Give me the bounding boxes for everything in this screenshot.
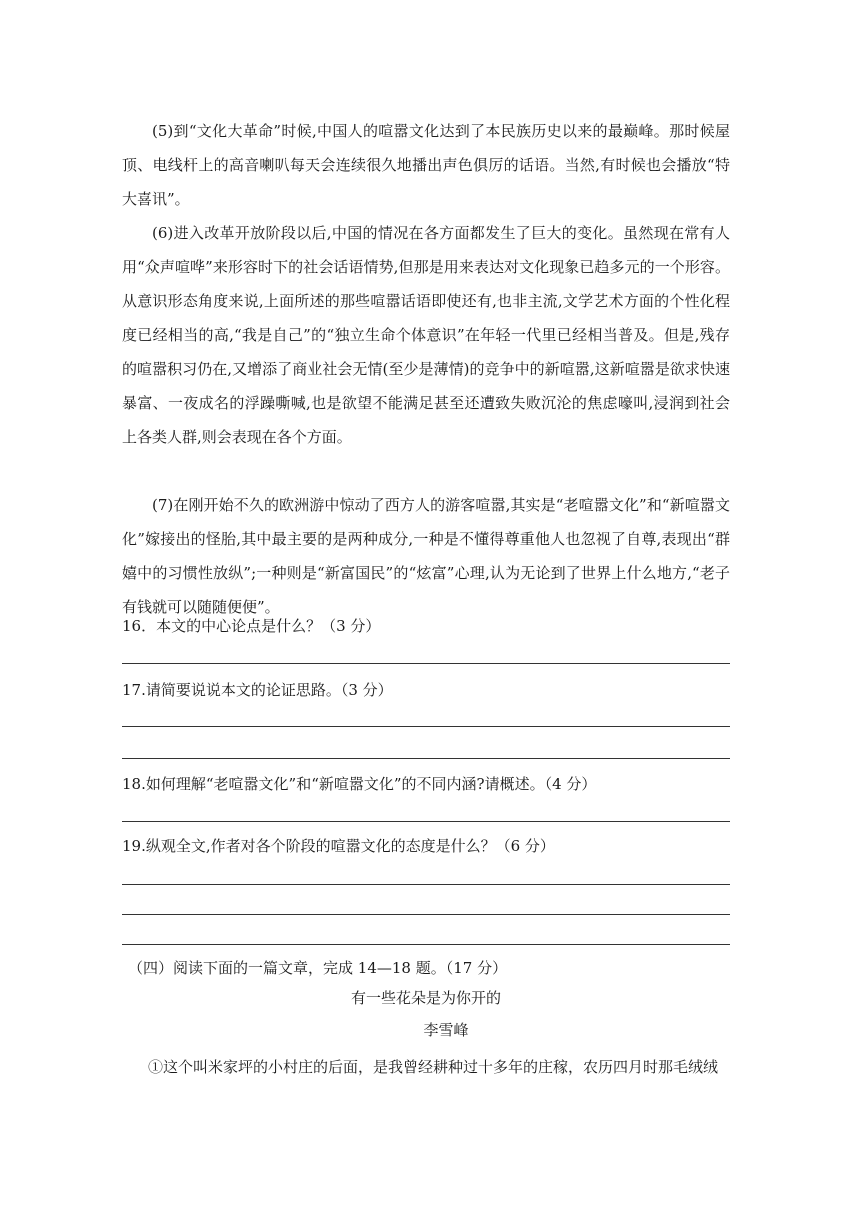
answer-line (122, 914, 730, 915)
section-heading: （四）阅读下面的一篇文章，完成 14—18 题。（17 分） (128, 959, 508, 977)
question-18: 18.如何理解“老喧嚣文化”和“新喧嚣文化”的不同内涵?请概述。（4 分） (122, 775, 597, 793)
paragraph-6: (6)进入改革开放阶段以后,中国的情况在各方面都发生了巨大的变化。虽然现在常有人用“众声喧哗”来形容时下的社会话语情势,但那是用来表达对文化现象已趋多元的一个形容。从意识形态角度来说,上面所述的那些喧嚣话语即使还有,也非主流,文学艺术方面的个性化程度已经相当的高,“我是自己”的“独立生命个体意识”在年轻一代里已经相当普及。但是,残存的喧嚣积习仍在,又增添了商业社会无情(至少是薄情)的竞争中的新喧嚣,这新喧嚣是欲求快速暴富、一夜成名的浮躁嘶喊,也是欲望不能满足甚至还遭致失败沉沦的焦虑嚎叫,浸润到社会上各类人群,则会表现在各个方面。 (122, 224, 730, 446)
question-19: 19.纵观全文,作者对各个阶段的喧嚣文化的态度是什么？（6 分） (122, 837, 555, 855)
article-title: 有一些花朵是为你开的 (350, 989, 501, 1007)
answer-line (122, 944, 730, 945)
answer-line (122, 884, 730, 885)
question-17: 17.请简要说说本文的论证思路。（3 分） (122, 681, 393, 699)
question-16: 16．本文的中心论点是什么？（3 分） (122, 617, 381, 635)
answer-line (122, 663, 730, 664)
answer-line (122, 758, 730, 759)
answer-line (122, 726, 730, 727)
article-paragraph-1: ①这个叫米家坪的小村庄的后面，是我曾经耕种过十多年的庄稼，农历四月时那毛绒绒 (148, 1058, 719, 1076)
paragraph-7: (7)在刚开始不久的欧洲游中惊动了西方人的游客喧嚣,其实是“老喧嚣文化”和“新喧嚣文化”嫁接出的怪胎,其中最主要的是两种成分,一种是不懂得尊重他人也忽视了自尊,表现出“群嬉中的习惯性放纵”;一种则是“新富国民”的“炫富”心理,认为无论到了世界上什么地方,“老子有钱就可以随随便便”。 (122, 496, 730, 616)
paragraph-5: (5)到“文化大革命”时候,中国人的喧嚣文化达到了本民族历史以来的最巅峰。那时候屋顶、电线杆上的高音喇叭每天会连续很久地播出声色俱厉的话语。当然,有时候也会播放“特大喜讯”。 (122, 122, 730, 208)
answer-line (122, 821, 730, 822)
article-author: 李雪峰 (423, 1021, 469, 1039)
